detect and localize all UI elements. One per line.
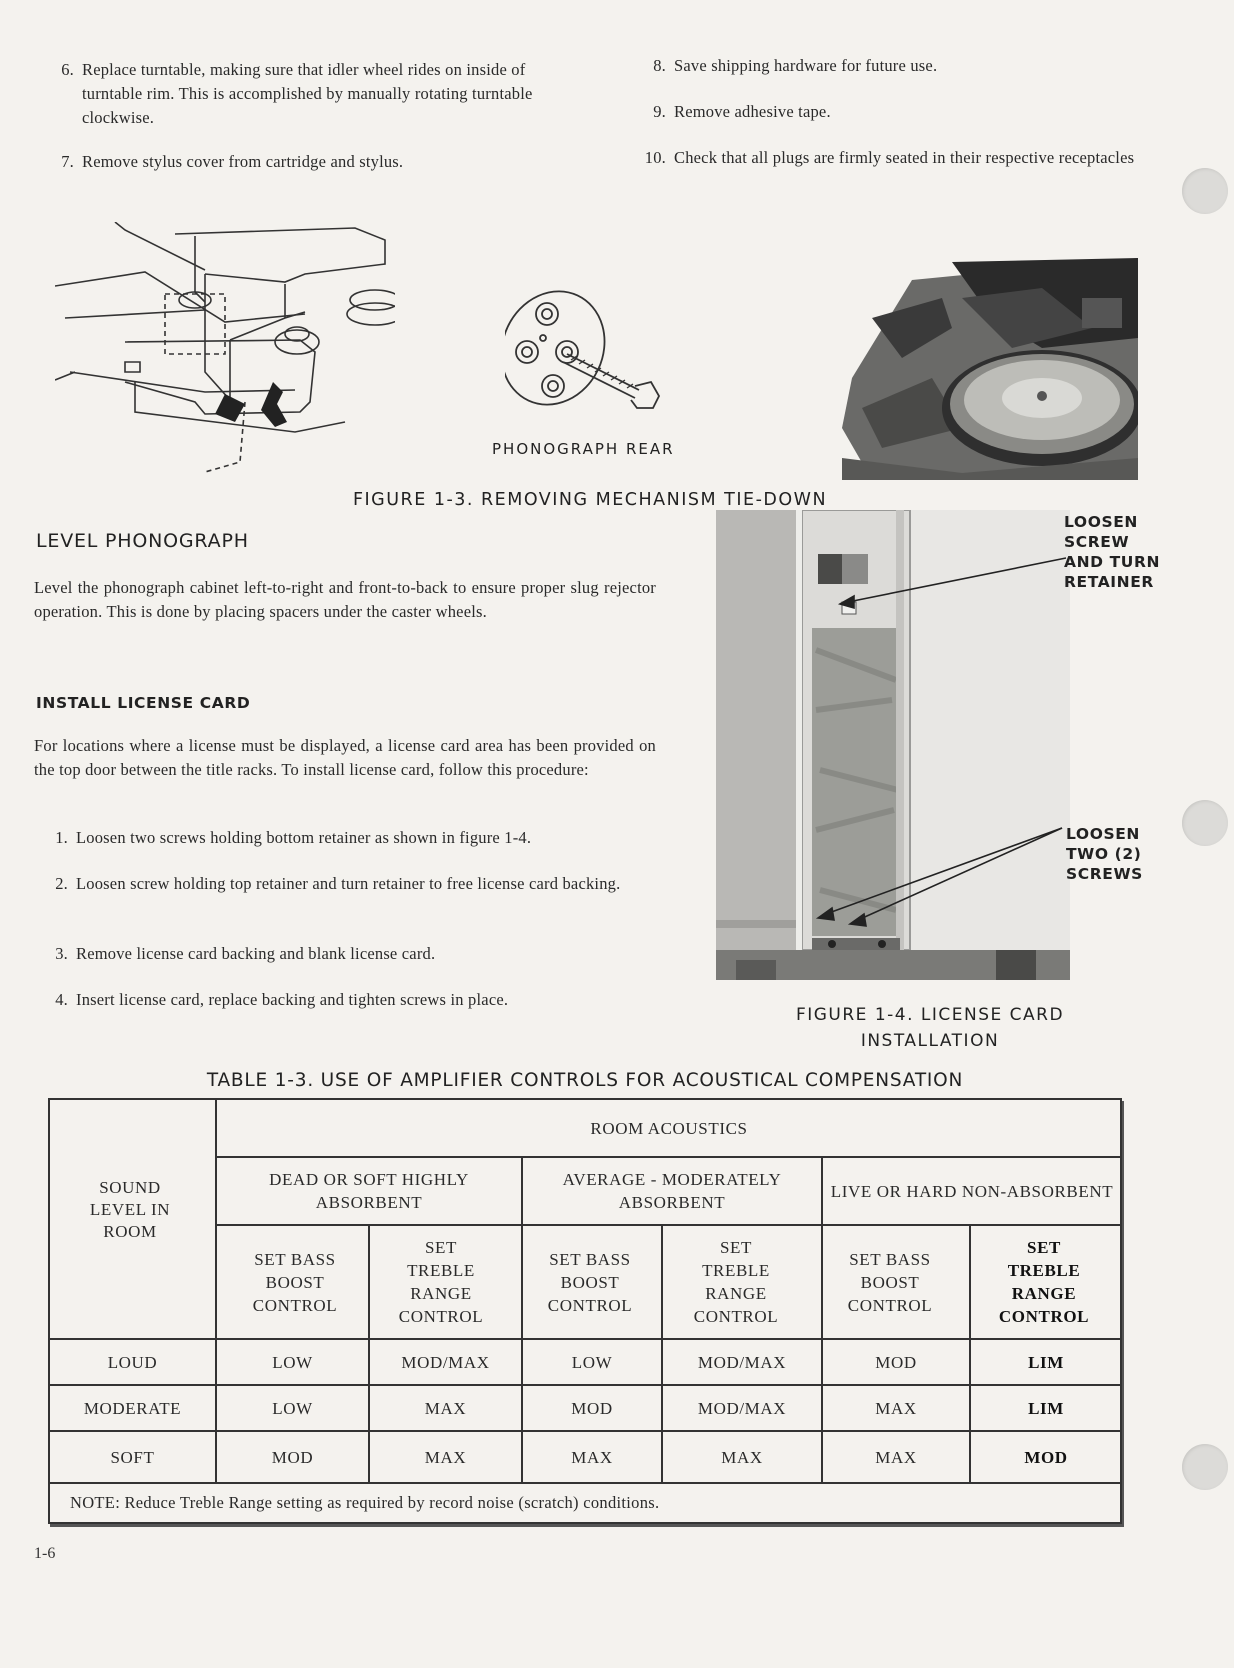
level-phonograph-heading: LEVEL PHONOGRAPH (36, 530, 249, 552)
binder-hole (1182, 168, 1228, 214)
table-cell: MOD/MAX (697, 1398, 787, 1418)
table-cell: MAX (424, 1447, 467, 1467)
table-cell: MAX (424, 1398, 467, 1418)
license-step-item (42, 988, 662, 1014)
sub-header: SET BASS BOOST CONTROL (847, 1249, 933, 1315)
table-cell: LIM (1028, 1398, 1064, 1418)
table-cell: MOD (1024, 1447, 1068, 1467)
table-cell: LOW (571, 1352, 613, 1372)
table-cell: MAX (875, 1398, 917, 1418)
table-cell: MAX (571, 1447, 613, 1467)
row-label: LOUD (107, 1352, 158, 1372)
phonograph-rear-label: PHONOGRAPH REAR (492, 440, 675, 458)
table-cell: MOD (271, 1447, 314, 1467)
figure-1-3-caption: FIGURE 1-3. REMOVING MECHANISM TIE-DOWN (352, 490, 828, 510)
step-text: Remove stylus cover from cartridge and stylus. (82, 152, 404, 171)
sub-header: SET BASS BOOST CONTROL (547, 1249, 633, 1315)
step-text: Check that all plugs are firmly seated in their respective receptacles (674, 148, 1135, 167)
group-header: LIVE OR HARD NON-ABSORBENT (830, 1181, 1114, 1201)
step-text: Remove license card backing and blank license card. (76, 944, 436, 963)
step-number: 10. (644, 148, 666, 167)
table-title: TABLE 1-3. USE OF AMPLIFIER CONTROLS FOR ACOUSTICAL COMPENSATION (206, 1070, 964, 1091)
table-cell: MOD/MAX (697, 1352, 787, 1372)
step-item (48, 150, 558, 176)
group-header: DEAD OR SOFT HIGHLY ABSORBENT (269, 1170, 469, 1212)
table-cell: MOD (875, 1352, 917, 1372)
install-license-heading: INSTALL LICENSE CARD (36, 694, 251, 712)
license-step-item (42, 826, 662, 852)
tie-down-bracket-drawing (55, 222, 395, 484)
step-number: 6. (61, 60, 74, 79)
page-number: 1-6 (34, 1545, 56, 1562)
step-number: 9. (653, 102, 666, 121)
sub-header: SET TREBLE RANGE CONTROL (398, 1238, 484, 1326)
turntable-photo (842, 258, 1138, 480)
acoustics-table (48, 1098, 1122, 1524)
step-text: Loosen screw holding top retainer and turn retainer to free license card backing. (76, 874, 621, 893)
step-item (640, 146, 1140, 196)
row-label: SOFT (110, 1447, 155, 1467)
loosen-screw-callout: LOOSEN SCREW AND TURN RETAINER (1064, 513, 1161, 591)
sub-header: SET TREBLE RANGE CONTROL (998, 1238, 1090, 1326)
step-item (640, 54, 1140, 80)
sound-level-header: SOUND LEVEL IN ROOM (89, 1178, 171, 1241)
binder-hole (1182, 1444, 1228, 1490)
table-cell: LOW (272, 1352, 313, 1372)
step-item (640, 100, 1140, 126)
table-cell: MAX (721, 1447, 763, 1467)
step-text: Insert license card, replace backing and tighten screws in place. (76, 990, 509, 1009)
sub-header: SET TREBLE RANGE CONTROL (693, 1238, 779, 1326)
sub-header: SET BASS BOOST CONTROL (252, 1249, 338, 1315)
room-acoustics-header: ROOM ACOUSTICS (590, 1118, 748, 1138)
step-number: 7. (61, 152, 74, 171)
license-step-item (42, 942, 662, 968)
level-phonograph-body: Level the phonograph cabinet left-to-right and front-to-back to ensure proper slug rejector operation. This is done by placing spacers under the caster wheels. (34, 578, 656, 621)
callout-arrows (800, 540, 1070, 940)
step-text: Remove adhesive tape. (674, 102, 831, 121)
table-cell: LIM (1028, 1352, 1064, 1372)
row-label: MODERATE (83, 1398, 182, 1418)
step-number: 4. (55, 990, 68, 1009)
step-number: 3. (55, 944, 68, 963)
table-cell: MOD (571, 1398, 613, 1418)
phonograph-rear-drawing (505, 290, 685, 430)
step-text: Replace turntable, making sure that idler wheel rides on inside of turntable rim. This is accomplished by manually rotating turntable clockwise. (82, 60, 533, 127)
step-text: Save shipping hardware for future use. (674, 56, 938, 75)
step-text: Loosen two screws holding bottom retainer as shown in figure 1-4. (76, 828, 532, 847)
figure-1-4-caption: FIGURE 1-4. LICENSE CARD INSTALLATION (795, 1005, 1065, 1051)
step-number: 1. (55, 828, 68, 847)
table-cell: MOD/MAX (401, 1352, 490, 1372)
step-number: 2. (55, 874, 68, 893)
install-license-body: For locations where a license must be displayed, a license card area has been provided on the top door between the title racks. To install license card, follow this procedure: (34, 736, 656, 779)
table-note: NOTE: Reduce Treble Range setting as required by record noise (scratch) conditions. (70, 1493, 660, 1512)
step-item (48, 58, 558, 133)
loosen-two-screws-callout: LOOSEN TWO (2) SCREWS (1066, 825, 1143, 883)
license-step-item (42, 872, 662, 922)
table-cell: LOW (272, 1398, 313, 1418)
group-header: AVERAGE - MODERATELY ABSORBENT (562, 1170, 782, 1212)
table-cell: MAX (875, 1447, 917, 1467)
step-number: 8. (653, 56, 666, 75)
